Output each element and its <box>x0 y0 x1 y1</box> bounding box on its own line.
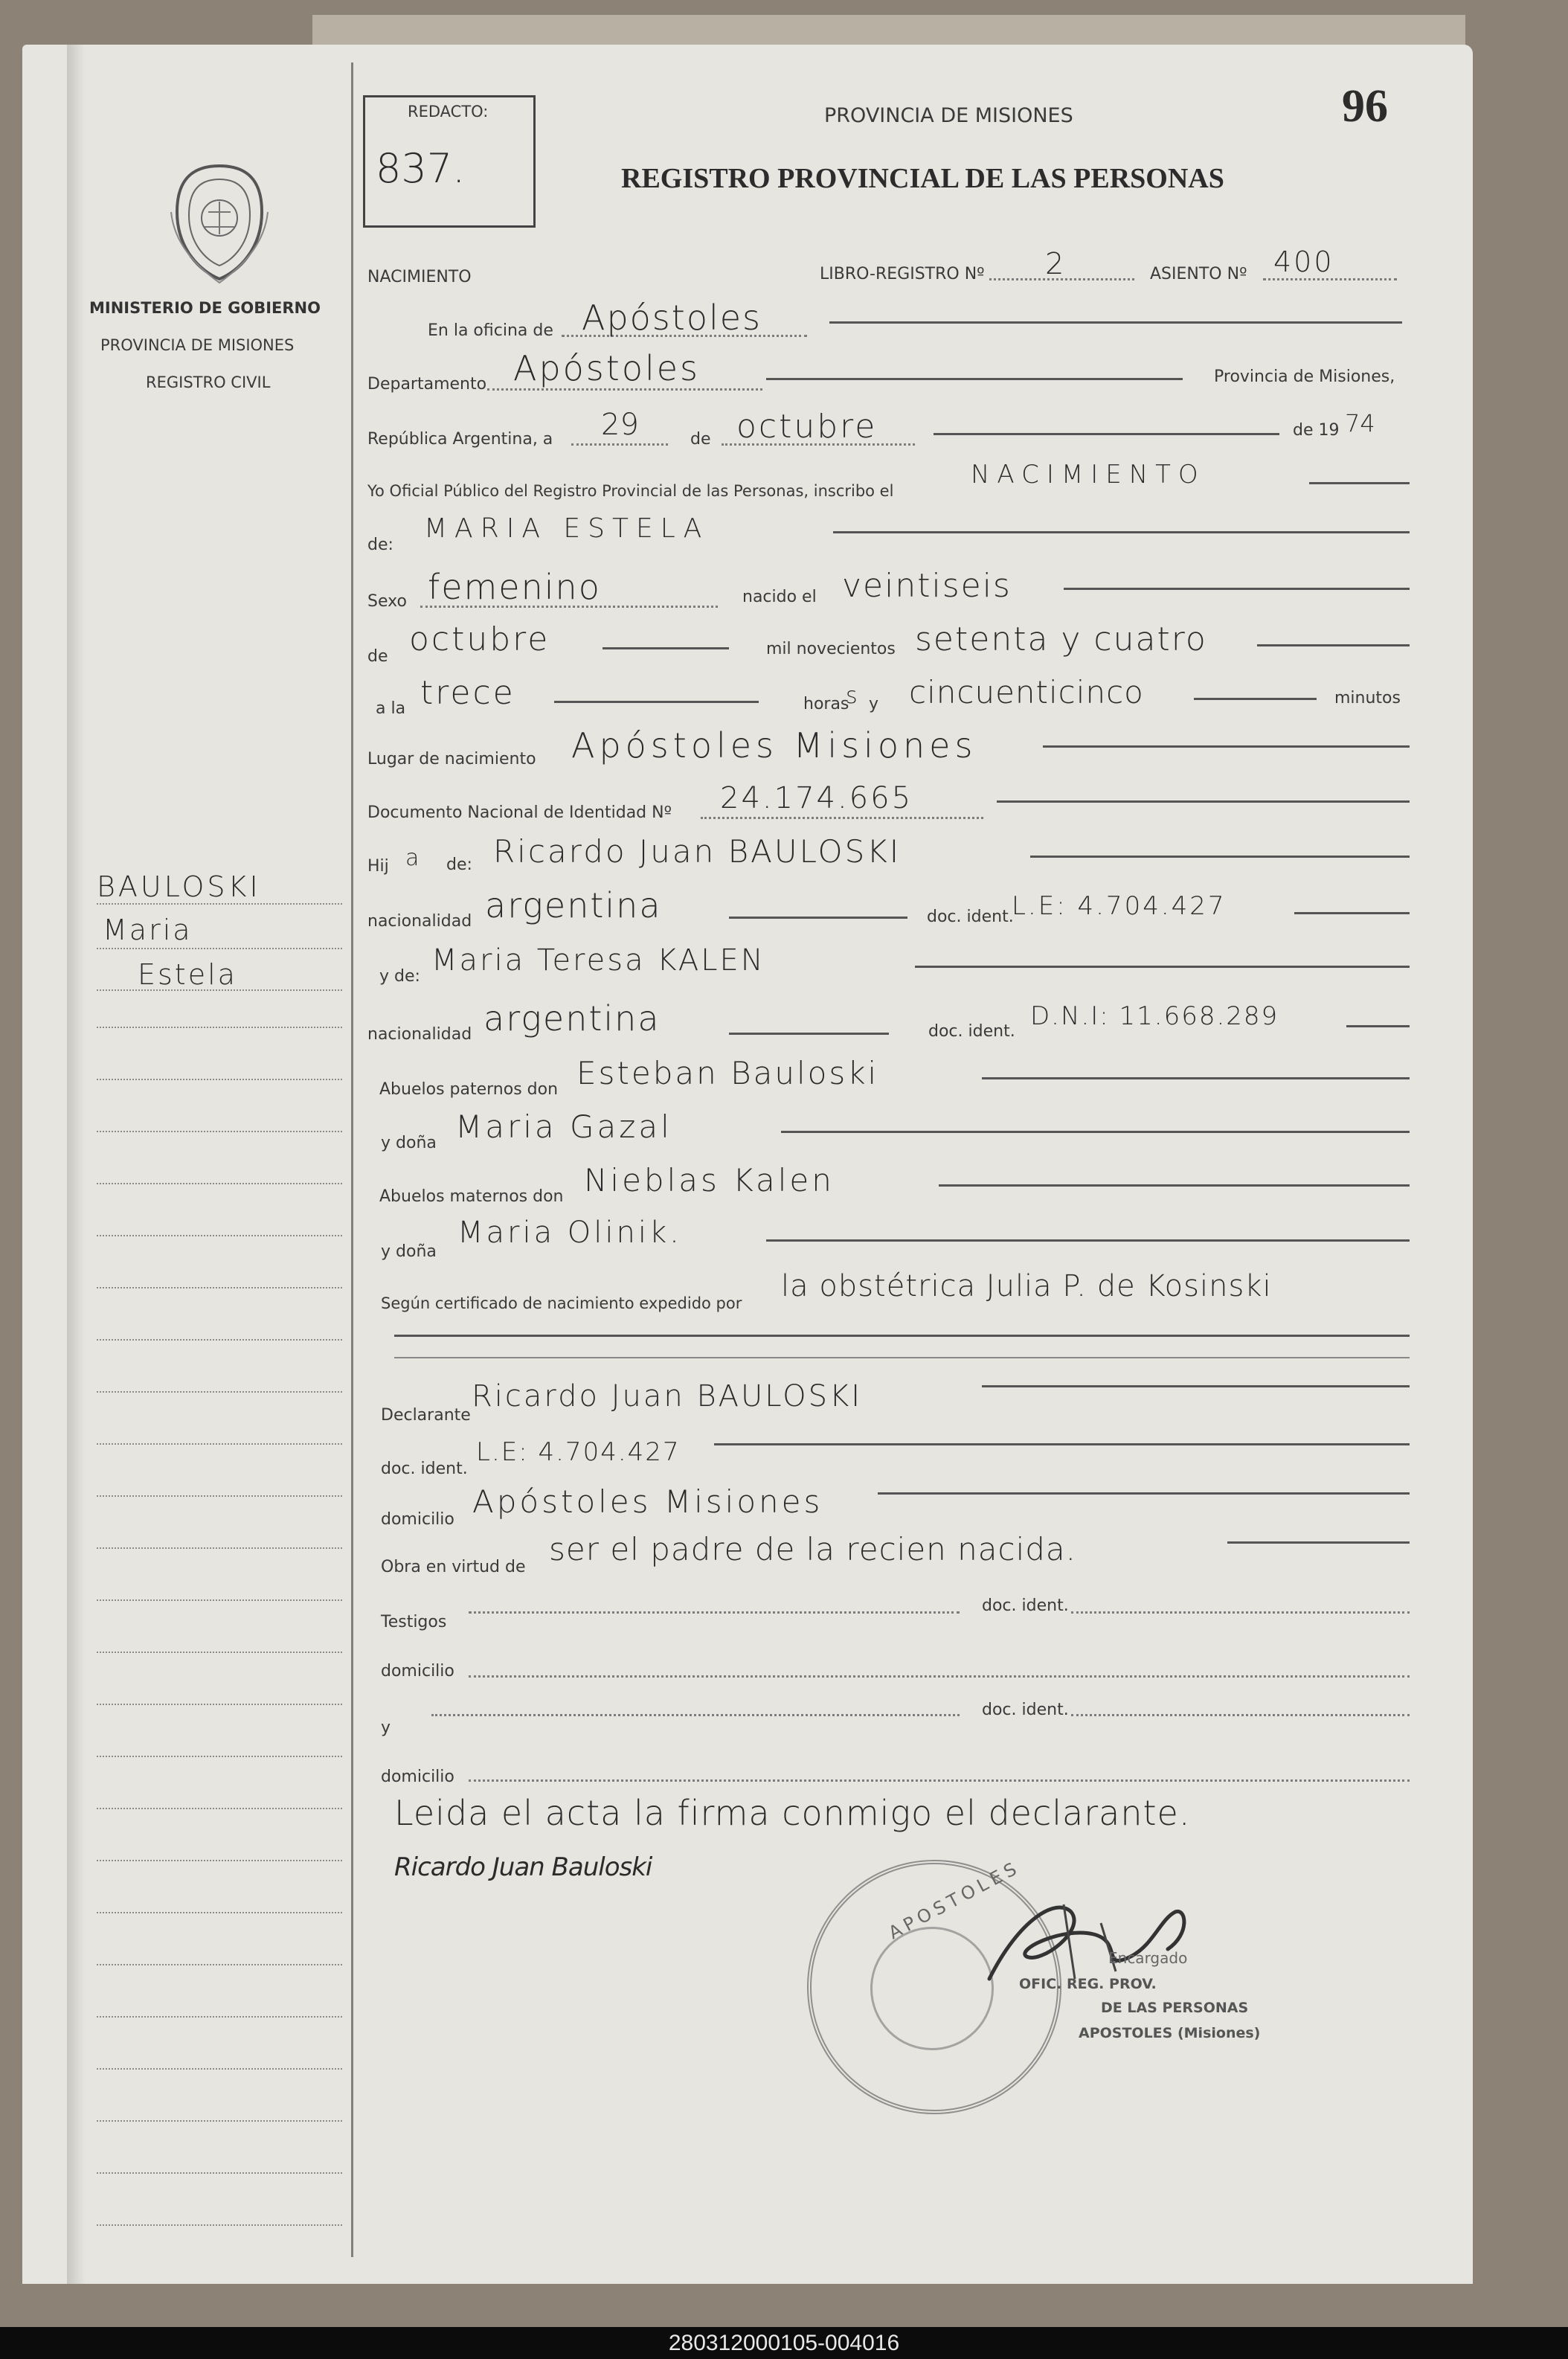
asiento-value: 400 <box>1273 245 1334 278</box>
registro-civil-label: REGISTRO CIVIL <box>146 373 271 391</box>
departamento-value: Apóstoles <box>513 348 701 388</box>
margin-ruled-line <box>97 1495 342 1497</box>
madre-value: Maria Teresa KALEN <box>431 943 765 978</box>
libro-value: 2 <box>1045 247 1064 281</box>
margin-note-surname: BAULOSKI <box>97 870 261 903</box>
abuela-pat-value: Maria Gazal <box>455 1108 672 1145</box>
abuelo-pat-value: Esteban Bauloski <box>576 1055 879 1091</box>
y-de-label: y de: <box>379 967 420 986</box>
margin-ruled-line <box>97 1964 342 1965</box>
margin-ruled-line <box>97 1079 342 1080</box>
testigos-label: Testigos <box>381 1613 447 1631</box>
provincia-top-label: PROVINCIA DE MISIONES <box>824 104 1073 127</box>
departamento-label: Departamento <box>367 375 487 394</box>
doc-padre-value: L.E: 4.704.427 <box>1012 891 1227 921</box>
margin-ruled-line <box>97 1183 342 1184</box>
doc-decl-value: L.E: 4.704.427 <box>476 1437 681 1467</box>
margin-ruled-line <box>97 1235 342 1236</box>
y2-label: y <box>381 1718 391 1737</box>
margin-column-rule <box>351 62 353 2257</box>
margin-note-name2: Estela <box>138 958 237 991</box>
margin-ruled-line <box>97 1339 342 1341</box>
anio-value: 74 <box>1345 409 1375 437</box>
hora-value: trece <box>420 674 515 712</box>
margin-ruled-line <box>97 1131 342 1132</box>
oficina-value: Apóstoles <box>582 298 762 338</box>
margin-ruled-line <box>97 2016 342 2018</box>
libro-label: LIBRO-REGISTRO Nº <box>820 265 985 283</box>
provincial-seal-icon <box>164 160 275 286</box>
declarante-label: Declarante <box>381 1406 471 1425</box>
stamp-text2: OFIC. REG. PROV. <box>1019 1976 1157 1992</box>
segun-value: la obstétrica Julia P. de Kosinski <box>781 1269 1272 1303</box>
de-nombre-label: de: <box>367 536 393 554</box>
margin-ruled-line <box>97 1912 342 1913</box>
inscribo-label: Yo Oficial Público del Registro Provincial de las Personas, inscribo el <box>367 482 894 500</box>
stamp-text1: Encargado <box>1108 1949 1188 1967</box>
margin-ruled-line <box>97 903 342 905</box>
ministerio-label: MINISTERIO DE GOBIERNO <box>89 299 321 317</box>
domicilio-label: domicilio <box>381 1510 454 1529</box>
obra-value: ser el padre de la recien nacida. <box>549 1531 1077 1567</box>
abuelo-mat-value: Nieblas Kalen <box>584 1162 835 1198</box>
margin-ruled-line <box>97 2068 342 2070</box>
doc-decl-label: doc. ident. <box>381 1460 468 1478</box>
nacido-label: nacido el <box>742 588 817 606</box>
doc-madre-label: doc. ident. <box>928 1022 1015 1041</box>
hija-suffix: a <box>405 845 420 871</box>
horas-label: horas <box>803 695 849 713</box>
margin-ruled-line <box>97 989 342 991</box>
abuela-mat-value: Maria Olinik. <box>457 1216 682 1250</box>
margin-ruled-line <box>97 1808 342 1809</box>
margin-ruled-line <box>97 1443 342 1445</box>
y-dona-mat-label: y doña <box>381 1242 437 1261</box>
margin-ruled-line <box>97 2172 342 2174</box>
minutos-label: minutos <box>1334 689 1401 707</box>
de-label: de <box>690 430 711 449</box>
segun-label: Según certificado de nacimiento expedido por <box>381 1294 742 1312</box>
inscribo-value: NACIMIENTO <box>971 460 1206 490</box>
image-id-footer: 280312000105-004016 <box>0 2327 1568 2359</box>
horas-suffix: s <box>846 683 858 709</box>
margin-ruled-line <box>97 1652 342 1653</box>
abuelos-pat-label: Abuelos paternos don <box>379 1080 559 1099</box>
page-number: 96 <box>1342 81 1388 132</box>
margin-ruled-line <box>97 1391 342 1393</box>
stamp-text3: DE LAS PERSONAS <box>1101 2000 1249 2016</box>
nac-padre-label: nacionalidad <box>367 912 472 931</box>
oficina-label: En la oficina de <box>428 321 553 340</box>
doc-madre-value: D.N.I: 11.668.289 <box>1030 1001 1279 1031</box>
margin-ruled-line <box>97 1287 342 1288</box>
nac-madre-label: nacionalidad <box>367 1025 472 1044</box>
book-spine <box>67 45 85 2284</box>
republica-label: República Argentina, a <box>367 430 553 449</box>
mil-label: mil novecientos <box>766 640 896 658</box>
doc-testigo1-label: doc. ident. <box>982 1596 1069 1615</box>
nombre-value: MARIA ESTELA <box>424 513 710 544</box>
dni-label: Documento Nacional de Identidad Nº <box>367 803 672 822</box>
cierre-value: Leida el acta la firma conmigo el declarante. <box>394 1793 1191 1833</box>
dni-value: 24.174.665 <box>720 781 913 815</box>
margin-ruled-line <box>97 1599 342 1601</box>
doc-testigo2-label: doc. ident. <box>982 1701 1069 1719</box>
provincia-left-label: PROVINCIA DE MISIONES <box>100 336 295 354</box>
asiento-label: ASIENTO Nº <box>1150 265 1247 283</box>
y-label: y <box>869 695 879 713</box>
nac-padre-value: argentina <box>485 885 662 925</box>
de2-label: de <box>367 647 388 666</box>
redacto-value: 837. <box>376 145 466 192</box>
margin-ruled-line <box>97 2120 342 2122</box>
page-title: REGISTRO PROVINCIAL DE LAS PERSONAS <box>621 163 1224 194</box>
domicilio-value: Apóstoles Misiones <box>472 1483 823 1520</box>
lugar-value: Apóstoles Misiones <box>571 725 977 766</box>
doc-padre-label: doc. ident. <box>927 908 1014 926</box>
nac-madre-value: argentina <box>483 998 661 1039</box>
page-edge-top <box>312 15 1465 46</box>
anio-nac-value: setenta y cuatro <box>915 620 1207 658</box>
declarante-value: Ricardo Juan BAULOSKI <box>472 1379 863 1413</box>
nacido-value: veintiseis <box>842 567 1012 605</box>
mes-value: octubre <box>736 408 878 446</box>
margin-ruled-line <box>97 948 342 949</box>
hija-label: Hij <box>367 857 389 876</box>
domicilio-testigo2-label: domicilio <box>381 1768 454 1786</box>
abuelos-mat-label: Abuelos maternos don <box>379 1187 564 1206</box>
provincia-suffix: Provincia de Misiones, <box>1214 368 1395 386</box>
act-type-label: NACIMIENTO <box>367 268 472 286</box>
mes-nac-value: octubre <box>409 620 550 658</box>
stamp-ring-text: APOSTOLES <box>884 1856 1024 1944</box>
padre-value: Ricardo Juan BAULOSKI <box>493 833 902 870</box>
margin-ruled-line <box>97 1860 342 1861</box>
obra-label: Obra en virtud de <box>381 1558 526 1576</box>
redacto-label: REDACTO: <box>408 103 489 121</box>
declarante-signature: Ricardo Juan Bauloski <box>394 1852 652 1882</box>
dia-value: 29 <box>601 408 639 442</box>
margin-ruled-line <box>97 1756 342 1757</box>
margin-ruled-line <box>97 2224 342 2226</box>
sexo-label: Sexo <box>367 592 407 611</box>
de3-label: de: <box>446 856 472 874</box>
lugar-label: Lugar de nacimiento <box>367 750 536 768</box>
minutos-value: cincuenticinco <box>909 674 1144 710</box>
margin-ruled-line <box>97 1704 342 1705</box>
margin-ruled-line <box>97 1547 342 1549</box>
domicilio-testigo1-label: domicilio <box>381 1662 454 1681</box>
anio-label: de 19 <box>1293 421 1340 440</box>
a-la-label: a la <box>376 699 406 718</box>
margin-ruled-line <box>97 1027 342 1028</box>
stamp-text4: APOSTOLES (Misiones) <box>1079 2025 1261 2041</box>
margin-note-name1: Maria <box>103 914 193 946</box>
y-dona-pat-label: y doña <box>381 1134 437 1152</box>
sexo-value: femenino <box>428 567 601 607</box>
